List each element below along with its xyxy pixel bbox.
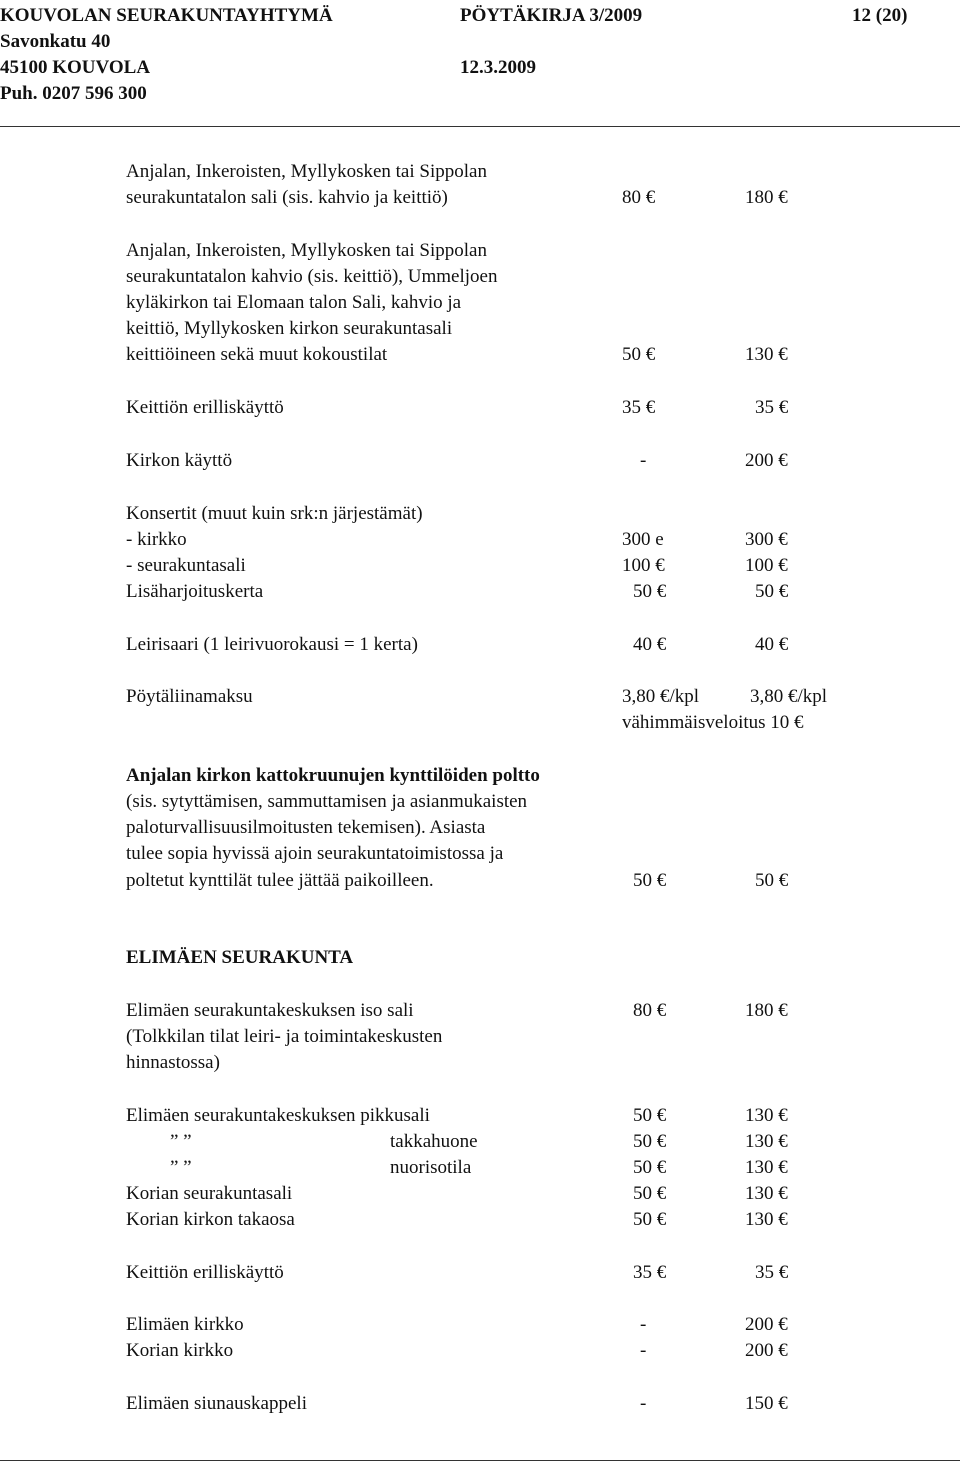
row5b-price-1: 100 € <box>622 555 665 576</box>
header-divider <box>0 126 960 127</box>
row3-price-1: 35 € <box>622 397 656 418</box>
elimaki-row2-price-2: 130 € <box>745 1105 788 1126</box>
row2-label-line4: keittiö, Myllykosken kirkon seurakuntasali <box>126 318 453 339</box>
elimaki-row2-price-1: 50 € <box>633 1105 667 1126</box>
elimaki-row8-price-2: 200 € <box>745 1314 788 1335</box>
elimaki-row6-label: Korian kirkon takaosa <box>126 1209 295 1230</box>
elimaki-row8-price-1: - <box>640 1314 647 1335</box>
elimaki-row4-price-2: 130 € <box>745 1157 788 1178</box>
row7-note: vähimmäisveloitus 10 € <box>622 712 804 733</box>
elimaki-row2-label: Elimäen seurakuntakeskuksen pikkusali <box>126 1105 430 1126</box>
elimaki-row4-ditto: ” ” <box>170 1157 192 1178</box>
document-title: PÖYTÄKIRJA 3/2009 <box>460 5 643 26</box>
elimaki-row1-price-1: 80 € <box>633 1000 667 1021</box>
row3-label: Keittiön erilliskäyttö <box>126 397 284 418</box>
elimaki-row1-price-2: 180 € <box>745 1000 788 1021</box>
elimaki-row1-note-line2: hinnastossa) <box>126 1052 220 1073</box>
elimaki-row3-price-1: 50 € <box>633 1131 667 1152</box>
row3-price-2: 35 € <box>755 397 789 418</box>
row8-title: Anjalan kirkon kattokruunujen kynttilöiden poltto <box>126 765 540 786</box>
organization-name: KOUVOLAN SEURAKUNTAYHTYMÄ <box>0 5 333 26</box>
row1-label-line1: Anjalan, Inkeroisten, Myllykosken tai Sippolan <box>126 161 487 182</box>
row2-label-line2: seurakuntatalon kahvio (sis. keittiö), Ummeljoen <box>126 266 498 287</box>
row8-label-line4: poltetut kynttilät tulee jättää paikoilleen. <box>126 870 434 891</box>
footer-divider <box>0 1460 960 1461</box>
row6-price-1: 40 € <box>633 634 667 655</box>
elimaki-row9-price-1: - <box>640 1340 647 1361</box>
elimaki-row3-price-2: 130 € <box>745 1131 788 1152</box>
row8-label-line3: tulee sopia hyvissä ajoin seurakuntatoimistossa ja <box>126 843 504 864</box>
row4-price-2: 200 € <box>745 450 788 471</box>
row7-price-1: 3,80 €/kpl <box>622 686 700 707</box>
row1-label-line2: seurakuntatalon sali (sis. kahvio ja keittiö) <box>126 187 448 208</box>
row5-label: Konsertit (muut kuin srk:n järjestämät) <box>126 503 423 524</box>
elimaki-row6-price-1: 50 € <box>633 1209 667 1230</box>
elimaki-row8-label: Elimäen kirkko <box>126 1314 244 1335</box>
phone-number: Puh. 0207 596 300 <box>0 83 147 104</box>
row5a-price-2: 300 € <box>745 529 788 550</box>
row4-price-1: - <box>640 450 647 471</box>
row2-price-2: 130 € <box>745 344 788 365</box>
document-date: 12.3.2009 <box>460 57 536 78</box>
street-address: Savonkatu 40 <box>0 31 111 52</box>
row1-price-2: 180 € <box>745 187 788 208</box>
elimaki-row7-price-2: 35 € <box>755 1262 789 1283</box>
elimaki-row3-ditto: ” ” <box>170 1131 192 1152</box>
elimaki-row6-price-2: 130 € <box>745 1209 788 1230</box>
elimaki-row5-label: Korian seurakuntasali <box>126 1183 293 1204</box>
row4-label: Kirkon käyttö <box>126 450 233 471</box>
row7-label: Pöytäliinamaksu <box>126 686 253 707</box>
elimaki-row4-price-1: 50 € <box>633 1157 667 1178</box>
row8-price-1: 50 € <box>633 870 667 891</box>
elimaki-row4-label: nuorisotila <box>390 1157 472 1178</box>
row2-label-line5: keittiöineen sekä muut kokoustilat <box>126 344 388 365</box>
elimaki-row5-price-2: 130 € <box>745 1183 788 1204</box>
row8-price-2: 50 € <box>755 870 789 891</box>
elimaki-row9-price-2: 200 € <box>745 1340 788 1361</box>
elimaki-row9-label: Korian kirkko <box>126 1340 234 1361</box>
elimaki-row7-price-1: 35 € <box>633 1262 667 1283</box>
row8-label-line1: (sis. sytyttämisen, sammuttamisen ja asianmukaisten <box>126 791 528 812</box>
page-number: 12 (20) <box>852 5 908 26</box>
row5a-price-1: 300 e <box>622 529 664 550</box>
row5c-price-1: 50 € <box>633 581 667 602</box>
postal-address: 45100 KOUVOLA <box>0 57 151 78</box>
row5c-label: Lisäharjoituskerta <box>126 581 264 602</box>
row2-label-line3: kyläkirkon tai Elomaan talon Sali, kahvio ja <box>126 292 462 313</box>
elimaki-row1-label: Elimäen seurakuntakeskuksen iso sali <box>126 1000 414 1021</box>
row5b-price-2: 100 € <box>745 555 788 576</box>
row7-price-2: 3,80 €/kpl <box>750 686 828 707</box>
row6-price-2: 40 € <box>755 634 789 655</box>
row5c-price-2: 50 € <box>755 581 789 602</box>
row6-label: Leirisaari (1 leirivuorokausi = 1 kerta) <box>126 634 418 655</box>
section-heading-elimaki: ELIMÄEN SEURAKUNTA <box>126 947 354 968</box>
elimaki-row5-price-1: 50 € <box>633 1183 667 1204</box>
row8-label-line2: paloturvallisuusilmoitusten tekemisen). Asiasta <box>126 817 486 838</box>
elimaki-row10-price-2: 150 € <box>745 1393 788 1414</box>
elimaki-row10-price-1: - <box>640 1393 647 1414</box>
elimaki-row7-label: Keittiön erilliskäyttö <box>126 1262 284 1283</box>
elimaki-row10-label: Elimäen siunauskappeli <box>126 1393 307 1414</box>
row5a-label: - kirkko <box>126 529 187 550</box>
row1-price-1: 80 € <box>622 187 656 208</box>
row5b-label: - seurakuntasali <box>126 555 246 576</box>
elimaki-row3-label: takkahuone <box>390 1131 478 1152</box>
elimaki-row1-note-line1: (Tolkkilan tilat leiri- ja toimintakeskusten <box>126 1026 443 1047</box>
row2-label-line1: Anjalan, Inkeroisten, Myllykosken tai Sippolan <box>126 240 487 261</box>
row2-price-1: 50 € <box>622 344 656 365</box>
